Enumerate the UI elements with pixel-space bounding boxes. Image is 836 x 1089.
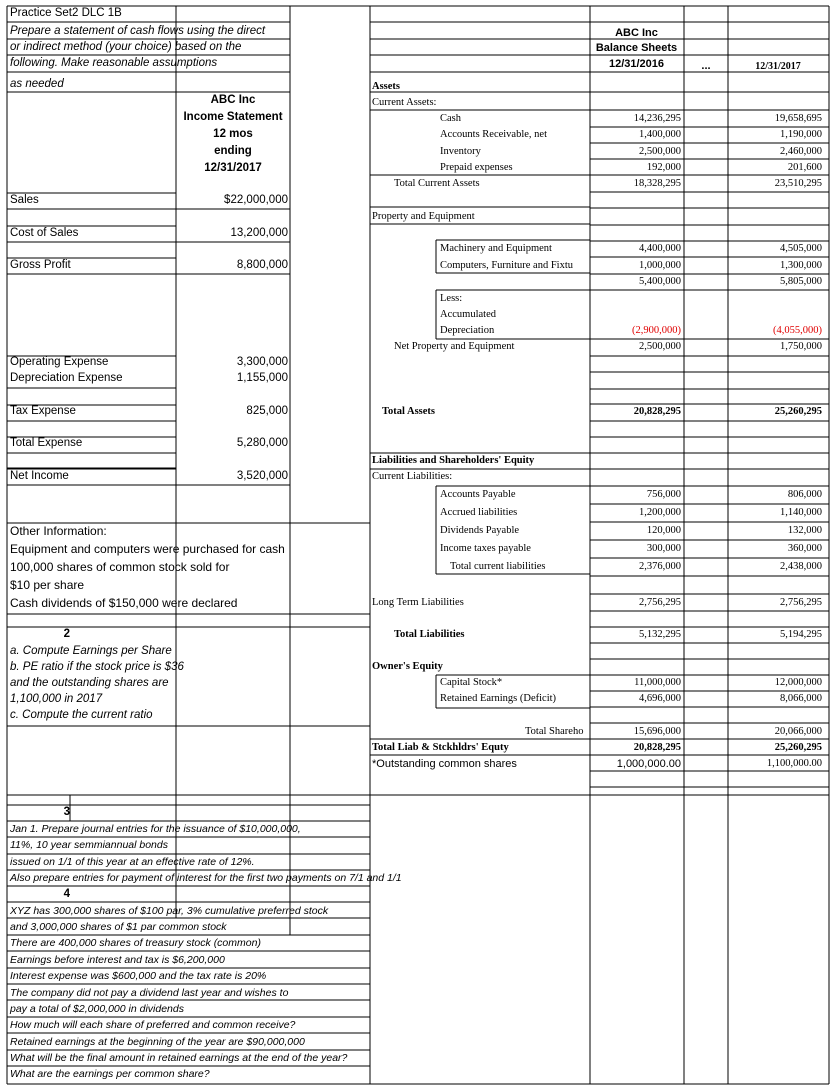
bs-value-2016: 4,400,000	[639, 243, 681, 254]
bs-value-2017: 23,510,295	[774, 178, 822, 189]
total-equity-label: Total Shareho	[525, 727, 584, 737]
question-4-line: Interest expense was $600,000 and the tax rate is 20%	[10, 970, 267, 982]
question-4-line: What are the earnings per common share?	[10, 1068, 210, 1080]
bs-value-2016: 15,696,000	[633, 726, 681, 737]
bs-value-2016: 192,000	[646, 162, 681, 173]
question-4-line: Earnings before interest and tax is $6,200,000	[10, 954, 225, 966]
bs-value-2016: 300,000	[646, 543, 681, 554]
outstanding-shares-label: *Outstanding common shares	[372, 758, 517, 770]
instruction-line-1: Prepare a statement of cash flows using the direct	[10, 25, 266, 37]
bs-line-label: Accounts Payable	[440, 489, 516, 500]
bs-value-2016: 20,828,295	[633, 742, 681, 753]
bs-line-label: Prepaid expenses	[440, 162, 513, 173]
bs-value-2017: 2,460,000	[780, 146, 822, 157]
is-company: ABC Inc	[210, 94, 256, 106]
other-info-line: Cash dividends of $150,000 were declared	[10, 596, 238, 610]
sheet-title: Practice Set2 DLC 1B	[10, 7, 122, 19]
bs-line-label: Net Property and Equipment	[394, 341, 515, 352]
question-4-number: 4	[63, 888, 70, 900]
is-row-label: Gross Profit	[10, 259, 71, 271]
question-4-line: There are 400,000 shares of treasury stock (common)	[10, 937, 261, 949]
is-row-value: 3,520,000	[236, 470, 288, 482]
bs-value-2017: 1,140,000	[780, 507, 822, 518]
question-3-line: Also prepare entries for payment of interest for the first two payments on 7/1 and 1/1	[10, 872, 402, 884]
bs-line-label: Total Current Assets	[394, 178, 480, 189]
is-row-label: Net Income	[10, 470, 69, 482]
bs-value-2016: 2,500,000	[639, 341, 681, 352]
question-4-line: The company did not pay a dividend last year and wishes to	[10, 987, 289, 999]
long-term-label: Long Term Liabilities	[372, 597, 464, 608]
question-4-line: How much will each share of preferred and common receive?	[10, 1019, 296, 1031]
other-info-line: Equipment and computers were purchased for cash	[10, 542, 285, 556]
bs-value-2017: 1,100,000.00	[766, 758, 822, 769]
instruction-line-3: following. Make reasonable assumptions	[10, 57, 218, 69]
bs-value-2017: 2,756,295	[780, 597, 822, 608]
bs-value-2017: 5,194,295	[780, 629, 822, 640]
bs-value-2017: 25,260,295	[774, 742, 822, 753]
question-2-number: 2	[63, 628, 70, 640]
question-3-line: Jan 1. Prepare journal entries for the issuance of $10,000,000,	[10, 823, 301, 835]
less-label: Depreciation	[440, 325, 495, 336]
bs-value-2016: 2,500,000	[639, 146, 681, 157]
question-3-line: 11%, 10 year semmiannual bonds	[10, 839, 168, 851]
bs-value-2016: 1,200,000	[639, 507, 681, 518]
bs-line-label: Retained Earnings (Deficit)	[440, 693, 557, 704]
bs-value-2017: 8,066,000	[780, 693, 822, 704]
bs-line-label: Machinery and Equipment	[440, 243, 552, 254]
question-4-line: XYZ has 300,000 shares of $100 par, 3% cumulative preferred stock	[10, 905, 329, 917]
total-liab-equity-label: Total Liab & Stckhldrs' Equty	[372, 742, 509, 753]
question-2-line: and the outstanding shares are	[10, 677, 169, 689]
other-info-line: 100,000 shares of common stock sold for	[10, 560, 230, 574]
question-4-line: Retained earnings at the beginning of the year are $90,000,000	[10, 1036, 305, 1048]
is-row-value: 8,800,000	[236, 259, 288, 271]
less-label: Less:	[440, 293, 463, 304]
current-liabilities-label: Current Liabilities:	[372, 471, 453, 482]
bs-line-label: Inventory	[440, 146, 481, 157]
bs-value-2016: 120,000	[646, 525, 681, 536]
bs-value-2017: 201,600	[787, 162, 822, 173]
bs-line-label: Accounts Receivable, net	[440, 129, 547, 140]
is-period-date: 12/31/2017	[204, 162, 262, 174]
is-period: 12 mos	[213, 128, 253, 140]
is-row-label: Operating Expense	[10, 356, 109, 368]
bs-value-2017: 25,260,295	[774, 406, 822, 417]
question-2-line: 1,100,000 in 2017	[10, 693, 103, 705]
other-info-line: $10 per share	[10, 578, 85, 592]
question-2-line: c. Compute the current ratio	[10, 709, 153, 721]
bs-value-2016: 756,000	[646, 489, 681, 500]
is-row-value: 13,200,000	[230, 227, 288, 239]
is-row-value: 1,155,000	[236, 372, 288, 384]
bs-value-2017: 2,438,000	[780, 561, 822, 572]
total-assets-label: Total Assets	[382, 406, 435, 417]
assets-heading: Assets	[372, 81, 400, 92]
question-2-line: b. PE ratio if the stock price is $36	[10, 661, 184, 673]
question-2-line: a. Compute Earnings per Share	[10, 645, 172, 657]
bs-value-2017: 4,505,000	[780, 243, 822, 254]
bs-line-label: Capital Stock*	[440, 677, 503, 688]
is-row-value: 5,280,000	[236, 437, 288, 449]
bs-line-label: Income taxes payable	[440, 543, 531, 554]
bs-value-2016: 1,000,000.00	[616, 758, 681, 770]
bs-line-label: Computers, Furniture and Fixtu	[440, 260, 573, 271]
bs-value-2017: 132,000	[787, 525, 822, 536]
bs-value-2017: 806,000	[787, 489, 822, 500]
bs-value-2016: 18,328,295	[633, 178, 681, 189]
bs-company: ABC Inc	[615, 27, 658, 39]
bs-value-2016: 2,756,295	[639, 597, 681, 608]
ppe-label: Property and Equipment	[372, 211, 475, 222]
bs-value-2016: 20,828,295	[633, 406, 681, 417]
bs-value-2016: 1,000,000	[639, 260, 681, 271]
bs-date-2017: 12/31/2017	[755, 61, 801, 72]
bs-ellipsis: ...	[701, 60, 711, 72]
instruction-line-2: or indirect method (your choice) based on the	[10, 41, 242, 53]
bs-date-2016: 12/31/2016	[608, 58, 665, 70]
bs-value-2016: 1,400,000	[639, 129, 681, 140]
bs-value-2017: 1,750,000	[780, 341, 822, 352]
question-4-line: pay a total of $2,000,000 in dividends	[10, 1003, 184, 1015]
bs-value-2016: 11,000,000	[634, 677, 681, 688]
bs-title: Balance Sheets	[595, 42, 678, 54]
bs-value-2016: (2,900,000)	[632, 325, 681, 336]
current-assets-label: Current Assets:	[372, 97, 437, 108]
bs-line-label: Accrued liabilities	[440, 507, 518, 518]
equity-heading: Owner's Equity	[372, 661, 443, 672]
bs-value-2016: 2,376,000	[639, 561, 681, 572]
bs-value-2016: 4,696,000	[639, 693, 681, 704]
bs-value-2017: 20,066,000	[774, 726, 822, 737]
bs-value-2017: 1,190,000	[780, 129, 822, 140]
bs-value-2017: 5,805,000	[780, 276, 822, 287]
is-row-label: Total Expense	[10, 437, 83, 449]
is-period-ending: ending	[214, 145, 252, 157]
question-4-line: and 3,000,000 shares of $1 par common stock	[10, 921, 227, 933]
is-row-label: Cost of Sales	[10, 227, 79, 239]
is-row-value: 825,000	[246, 405, 288, 417]
is-row-value: 3,300,000	[236, 356, 288, 368]
total-liabilities-label: Total Liabilities	[394, 629, 465, 640]
question-3-number: 3	[63, 806, 70, 818]
bs-value-2017: (4,055,000)	[773, 325, 822, 336]
question-4-line: What will be the final amount in retained earnings at the end of the year?	[10, 1052, 348, 1064]
liabilities-heading: Liabilities and Shareholders' Equity	[372, 455, 535, 466]
is-row-label: Tax Expense	[10, 405, 76, 417]
less-label: Accumulated	[440, 309, 496, 320]
bs-value-2017: 360,000	[787, 543, 822, 554]
bs-value-2016: 14,236,295	[633, 113, 681, 124]
bs-value-2016: 5,400,000	[639, 276, 681, 287]
is-row-label: Depreciation Expense	[10, 372, 123, 384]
question-3-line: issued on 1/1 of this year at an effective rate of 12%.	[10, 856, 255, 868]
is-row-label: Sales	[10, 194, 39, 206]
bs-value-2017: 12,000,000	[774, 677, 822, 688]
bs-line-label: Cash	[440, 113, 461, 124]
bs-line-label: Dividends Payable	[440, 525, 520, 536]
is-title: Income Statement	[183, 111, 283, 123]
is-row-value: $22,000,000	[224, 194, 288, 206]
bs-value-2017: 19,658,695	[774, 113, 822, 124]
bs-value-2017: 1,300,000	[780, 260, 822, 271]
bs-value-2016: 5,132,295	[639, 629, 681, 640]
instruction-line-4: as needed	[10, 78, 64, 90]
other-info-heading: Other Information:	[10, 524, 107, 538]
bs-line-label: Total current liabilities	[450, 561, 546, 572]
